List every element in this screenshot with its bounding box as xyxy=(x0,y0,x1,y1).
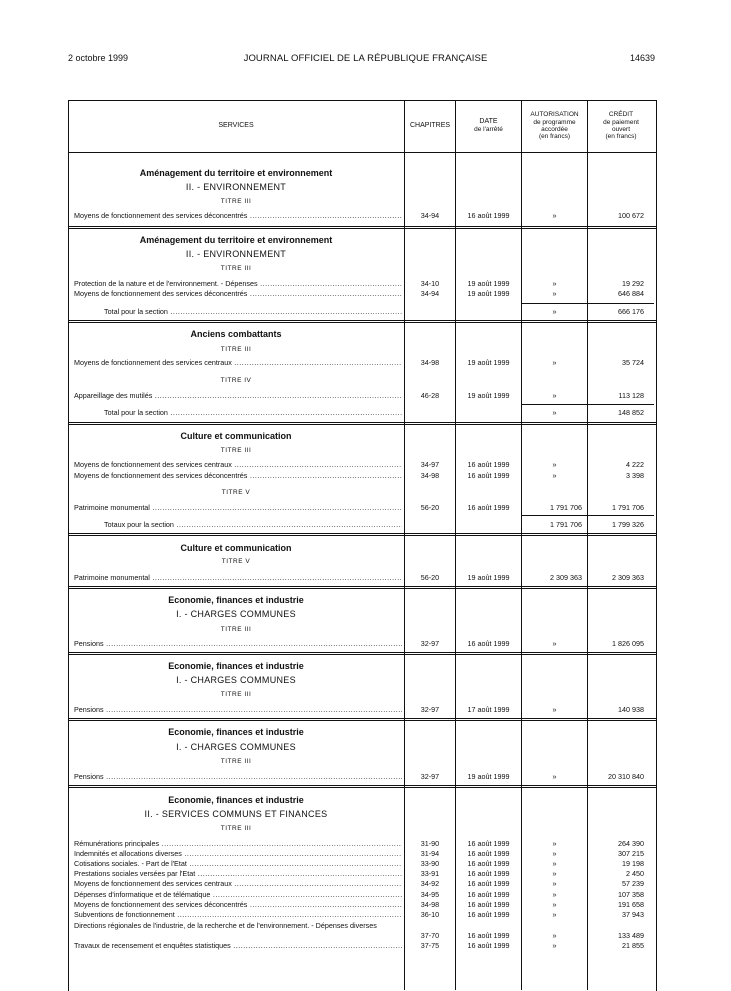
table-row: Moyens de fonctionnement des services déconcentrés ..... 34-94 19 août 1999 » 646 884 xyxy=(0,289,731,299)
section-title: Culture et communication xyxy=(180,543,292,553)
titre-heading: TITRE III xyxy=(220,825,252,832)
section-subtitle: I. - CHARGES COMMUNES xyxy=(176,742,296,752)
table-row: Moyens de fonctionnement des services centraux ..... 34-98 19 août 1999 » 35 724 xyxy=(0,358,731,368)
titre-heading: TITRE III xyxy=(220,198,252,205)
column-header-date: DATE de l'arrêté xyxy=(474,118,503,134)
section-subtitle: II. - ENVIRONNEMENT xyxy=(185,182,287,192)
titre-heading: TITRE V xyxy=(221,489,251,496)
header-date: 2 octobre 1999 xyxy=(68,53,129,63)
table-row: Moyens de fonctionnement des services déconcentrés ..... 34-98 16 août 1999 » 191 658 xyxy=(0,900,731,910)
column-header-credit: CRÉDIT de paiement ouvert (en francs) xyxy=(603,111,639,141)
section-rule xyxy=(68,535,656,536)
section-rule xyxy=(68,787,656,788)
table-row: Moyens de fonctionnement des services centraux ..... 34-92 16 août 1999 » 57 239 xyxy=(0,879,731,889)
section-subtitle: II. - SERVICES COMMUNS ET FINANCES xyxy=(144,809,328,819)
section-subtitle: II. - ENVIRONNEMENT xyxy=(185,249,287,259)
section-rule xyxy=(68,320,656,321)
section-subtitle: I. - CHARGES COMMUNES xyxy=(176,675,296,685)
page-number: 14639 xyxy=(629,53,655,63)
titre-heading: TITRE III xyxy=(220,447,252,454)
table-row: Pensions ..... 32-97 17 août 1999 » 140 938 xyxy=(0,705,731,715)
column-header-services: SERVICES xyxy=(218,122,254,130)
table-row: Pensions ..... 32-97 19 août 1999 » 20 310 840 xyxy=(0,772,731,782)
table-row: Travaux de recensement et enquêtes statistiques ..... 37-75 16 août 1999 » 21 855 xyxy=(0,941,731,951)
column-header-chapitres: CHAPITRES xyxy=(409,122,451,130)
section-rule xyxy=(68,228,656,229)
table-row: Rémunérations principales ..... 31-90 16 août 1999 » 264 390 xyxy=(0,839,731,849)
titre-heading: TITRE III xyxy=(220,265,252,272)
section-rule xyxy=(68,422,656,423)
section-title: Aménagement du territoire et environnement xyxy=(139,168,333,178)
titre-heading: TITRE III xyxy=(220,346,252,353)
table-row: Pensions ..... 32-97 16 août 1999 » 1 826 095 xyxy=(0,639,731,649)
table-row: Appareillage des mutilés ..... 46-28 19 août 1999 » 113 128 xyxy=(0,391,731,401)
table-row: Directions régionales de l'industrie, de la recherche et de l'environnement. - Dépenses diverses 37-70 16 août 1999 » 133 489 xyxy=(74,921,644,940)
table-row: Moyens de fonctionnement des services centraux ..... 34-97 16 août 1999 » 4 222 xyxy=(0,460,731,470)
section-rule xyxy=(68,322,656,323)
total-row: Totaux pour la section ..... 1 791 706 1 799 326 xyxy=(0,520,731,530)
section-title: Economie, finances et industrie xyxy=(168,727,304,737)
sum-rule xyxy=(522,303,654,304)
sum-rule xyxy=(522,515,654,516)
sum-rule xyxy=(522,404,654,405)
section-title: Economie, finances et industrie xyxy=(168,661,304,671)
section-title: Anciens combattants xyxy=(190,329,282,339)
table-row: Moyens de fonctionnement des services déconcentrés ..... 34-98 16 août 1999 » 3 398 xyxy=(0,471,731,481)
section-rule xyxy=(68,533,656,534)
titre-heading: TITRE III xyxy=(220,691,252,698)
table-row: Protection de la nature et de l'environnement. - Dépenses ..... 34-10 19 août 1999 » 19 292 xyxy=(0,279,731,289)
column-header-autorisation: AUTORISATION de programme accordée (en francs) xyxy=(530,111,579,141)
titre-heading: TITRE III xyxy=(220,758,252,765)
titre-heading: TITRE IV xyxy=(220,377,252,384)
table-row: Indemnités et allocations diverses ..... 31-94 16 août 1999 » 307 215 xyxy=(0,849,731,859)
section-rule xyxy=(68,718,656,719)
table-row: Subventions de fonctionnement ..... 36-10 16 août 1999 » 37 943 xyxy=(0,910,731,920)
header-rule xyxy=(68,152,656,153)
table-row: Prestations sociales versées par l'Etat ..... 33-91 16 août 1999 » 2 450 xyxy=(0,869,731,879)
section-title: Aménagement du territoire et environnement xyxy=(139,235,333,245)
section-rule xyxy=(68,226,656,227)
total-row: Total pour la section ..... » 666 176 xyxy=(0,307,731,317)
titre-heading: TITRE V xyxy=(221,558,251,565)
section-rule xyxy=(68,588,656,589)
section-title: Economie, finances et industrie xyxy=(168,595,304,605)
section-title: Economie, finances et industrie xyxy=(168,795,304,805)
section-rule xyxy=(68,586,656,587)
section-rule xyxy=(68,424,656,425)
table-row: Patrimoine monumental ..... 56-20 16 août 1999 1 791 706 1 791 706 xyxy=(0,503,731,513)
table-row: Moyens de fonctionnement des services déconcentrés ..... 34-94 16 août 1999 » 100 672 xyxy=(0,211,731,221)
table-row: Cotisations sociales. - Part de l'Etat ..... 33-90 16 août 1999 » 19 198 xyxy=(0,859,731,869)
titre-heading: TITRE III xyxy=(220,626,252,633)
total-row: Total pour la section ..... » 148 852 xyxy=(0,408,731,418)
section-title: Culture et communication xyxy=(180,431,292,441)
section-rule xyxy=(68,654,656,655)
section-subtitle: I. - CHARGES COMMUNES xyxy=(176,609,296,619)
journal-title: JOURNAL OFFICIEL DE LA RÉPUBLIQUE FRANÇAISE xyxy=(243,53,488,64)
section-rule xyxy=(68,785,656,786)
section-rule xyxy=(68,652,656,653)
section-rule xyxy=(68,720,656,721)
table-row: Dépenses d'informatique et de télématique ..... 34-95 16 août 1999 » 107 358 xyxy=(0,890,731,900)
table-row: Patrimoine monumental ..... 56-20 19 août 1999 2 309 363 2 309 363 xyxy=(0,573,731,583)
